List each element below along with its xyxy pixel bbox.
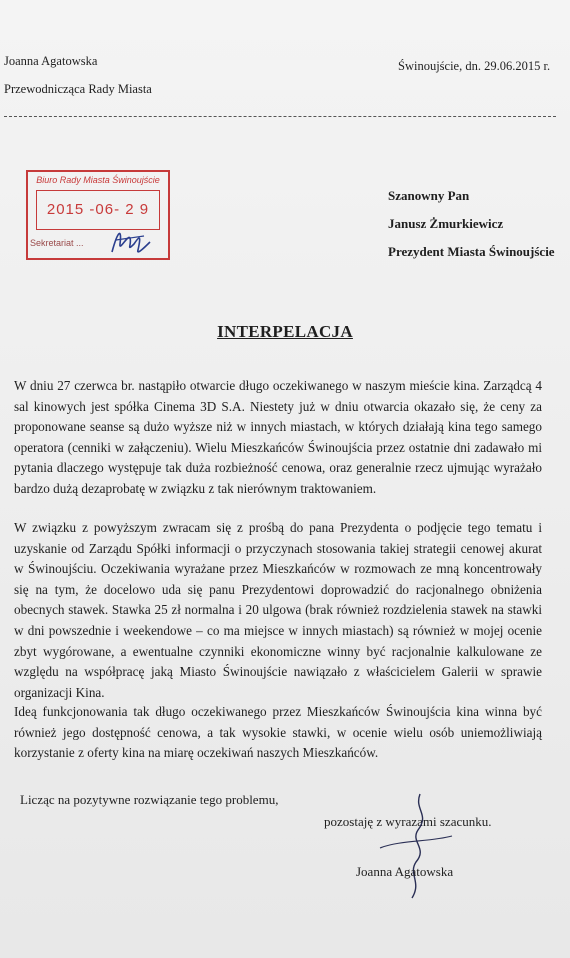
header-divider xyxy=(4,116,556,117)
recipient-title: Prezydent Miasta Świnoujście xyxy=(388,244,555,259)
recipient-salutation: Szanowny Pan xyxy=(388,188,470,203)
paragraph-3: Ideą funkcjonowania tak długo oczekiwanego przez Mieszkańców Świnoujścia kina winna być również jego dostępność cenowa, a tak wysokie stawki, w ocenie wielu osób uniemożliwiają korzystanie z oferty kina na miarę oczekiwań naszych Mieszkańców. xyxy=(14,704,542,761)
sender-role: Przewodnicząca Rady Miasta xyxy=(4,82,152,96)
stamp-office: Biuro Rady Miasta Świnoujście xyxy=(36,175,160,185)
place-date: Świnoujście, dn. 29.06.2015 r. xyxy=(398,59,551,73)
closing-line-2: pozostaję z wyrazami szacunku. xyxy=(324,814,492,829)
sender-name: Joanna Agatowska xyxy=(4,54,98,68)
paragraph-1: W dniu 27 czerwca br. nastąpiło otwarcie długo oczekiwanego w naszym mieście kina. Zarządcą 4 sal kinowych jest spółka Cinema 3D S.A. Niestety już w dniu otwarcia okazało się, że ceny za proponowane seanse są dużo wyższe niż w innych miastach, w których działają kina tego samego operatora (cenniki w załączeniu). Wielu Mieszkańców Świnoujścia przez ostatnie dni zadawało mi pytania dlaczego występuje tak duża rozbieżność cenowa, oraz generalnie rzecz ujmując wyrażało bardzo dużą dezaprobatę w związku z tak nierównym traktowaniem. xyxy=(14,378,542,496)
signature-name: Joanna Agatowska xyxy=(356,864,454,879)
recipient-name: Janusz Żmurkiewicz xyxy=(388,216,504,231)
stamp-footer: Sekretariat ... xyxy=(30,238,84,248)
stamp-date: 2015 -06- 2 9 xyxy=(46,201,150,218)
paragraph-2: W związku z powyższym zwracam się z prośbą do pana Prezydenta o podjęcie tego tematu i uzyskanie od Zarządu Spółki informacji o przyczynach stosowania takiej strategii cenowej akurat w Świnoujściu. Oczekiwania wyrażane przez Mieszkańców w rozmowach ze mną koncentrowały się na tym, że docelowo uda się panu Prezydentowi doprowadzić do racjonalnego obniżenia obecnych stawek. Stawka 25 zł normalna i 20 ulgowa (brak również rozdzielenia stawek na stawki w dni powszednie i weekendowe – co ma miejsce w innych miastach) są również w mojej ocenie zbyt wygórowane, a ewentualne czynniki ekonomiczne winny być racjonalnie kalkulowane ze względu na współpracę jaką Miasto Świnoujście nawiązało z właścicielem Galerii w sprawie organizacji Kina. xyxy=(14,520,542,700)
stamp-initials-signature xyxy=(108,222,152,258)
handwritten-signature xyxy=(360,790,470,910)
closing-line-1: Licząc na pozytywne rozwiązanie tego problemu, xyxy=(20,792,279,807)
document-title: INTERPELACJA xyxy=(217,322,353,341)
